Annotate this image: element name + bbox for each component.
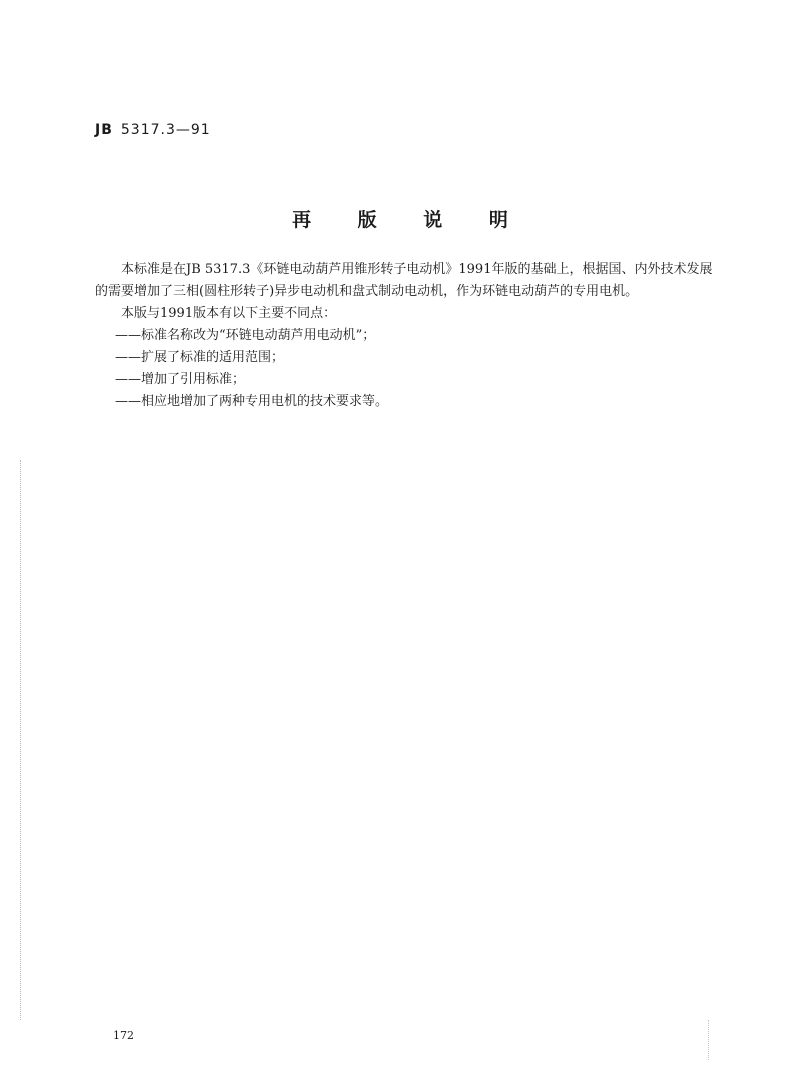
- scan-edge-mark: [708, 1020, 710, 1060]
- page-number: 172: [113, 1029, 134, 1042]
- scan-edge-mark: [20, 460, 22, 1020]
- difference-item: ——相应地增加了两种专用电机的技术要求等。: [115, 394, 389, 409]
- intro-paragraph: 本标准是在JB 5317.3《环链电动葫芦用锥形转子电动机》1991年版的基础上，根据国、内外技术发展的需要增加了三相(圆柱形转子)异步电动机和盘式制动电动机，作为环链电动葫芦的专用电机。: [95, 262, 713, 299]
- standard-code: [95, 122, 211, 138]
- standard-prefix: JB: [95, 122, 113, 138]
- difference-item: ——扩展了标准的适用范围；: [115, 350, 285, 365]
- standard-number: 5317.3—91: [120, 122, 211, 138]
- document-body: [95, 259, 715, 413]
- difference-item: ——标准名称改为“环链电动葫芦用电动机”；: [115, 328, 376, 343]
- difference-item: ——增加了引用标准；: [115, 372, 246, 387]
- differences-intro: 本版与1991版本有以下主要不同点：: [121, 306, 337, 321]
- page-title: 再 版 说 明: [292, 209, 528, 231]
